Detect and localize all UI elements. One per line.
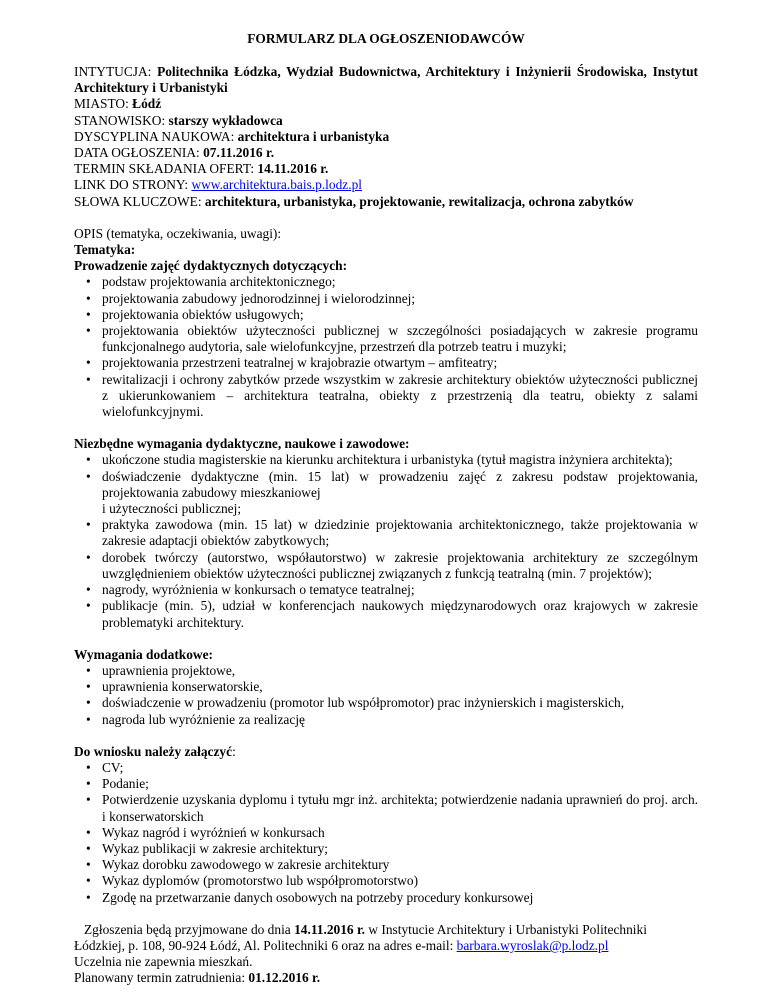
classes-list (74, 274, 698, 420)
footer-text: Zgłoszenia będą przyjmowane do dnia (84, 921, 295, 937)
list-item: • doświadczenie w prowadzeniu (promotor lub współpromotor) prac inżynierskich i magisterskich, (74, 695, 698, 711)
attachments-list (74, 760, 698, 906)
list-item: • uprawnienia konserwatorskie, (74, 679, 698, 695)
footer-line: Uczelnia nie zapewnia mieszkań. (74, 954, 253, 970)
list-item: • Wykaz publikacji w zakresie architektury; (74, 841, 698, 857)
list-item: • Zgodę na przetwarzanie danych osobowych na potrzeby procedury konkursowej (74, 890, 698, 906)
footer (74, 922, 698, 987)
footer-text: w Instytucie Architektury i Urbanistyki Politechniki (365, 921, 647, 937)
list-item: • nagroda lub wyróżnienie za realizację (74, 712, 698, 728)
list-item-line: • doświadczenie dydaktyczne (min. 15 lat) w prowadzeniu zajęć z zakresu podstaw projektowania, projektowania zabudowy mieszkaniowej (102, 468, 698, 500)
field-value: 07.11.2016 r. (203, 145, 275, 161)
field-link (74, 177, 698, 193)
footer-line (74, 970, 698, 986)
field-city (74, 96, 698, 112)
list-item: • ukończone studia magisterskie na kierunku architektura i urbanistyka (tytuł magistra inżyniera architekta); (74, 452, 698, 468)
attachments-heading-line (74, 744, 698, 760)
field-institution (74, 64, 698, 96)
attachments-heading: Do wniosku należy załączyć (74, 743, 233, 759)
field-value: Łódź (132, 96, 162, 112)
description-label: OPIS (tematyka, oczekiwania, uwagi): (74, 225, 282, 241)
list-item: • projektowania zabudowy jednorodzinnej i wielorodzinnej; (74, 291, 698, 307)
field-value: architektura, urbanistyka, projektowanie, rewitalizacja, ochrona zabytków (204, 193, 634, 209)
list-item: • CV; (74, 760, 698, 776)
field-label: MIASTO: (74, 96, 133, 112)
field-position (74, 113, 698, 129)
list-item: • publikacje (min. 5), udział w konferencjach naukowych międzynarodowych oraz krajowych w zakresie problematyki architektury. (74, 598, 698, 630)
list-item: • Wykaz dorobku zawodowego w zakresie architektury (74, 857, 698, 873)
form-title: FORMULARZ DLA OGŁOSZENIODAWCÓW (247, 31, 525, 46)
field-deadline (74, 161, 698, 177)
list-item: • uprawnienia projektowe, (74, 663, 698, 679)
list-item: • Podanie; (74, 776, 698, 792)
field-value: architektura i urbanistyka (237, 128, 390, 144)
field-value: Politechnika Łódzka, Wydział Budownictwa, Architektury i Inżynierii Środowiska, Instytut Architektury i Urbanistyki (74, 64, 698, 96)
list-item: • projektowania obiektów użyteczności publicznej w szczególności posiadających w zakresie programu funkcjonalnego audytoria, sale wielofunkcyjne, przestrzeń dla potrzeb teatru i muzyki; (74, 323, 698, 355)
list-item: • rewitalizacji i ochrony zabytków przede wszystkim w zakresie architektury obiektów użyteczności publicznej z ukierunkowaniem – architektura teatralna, obiekty z przestrzenią dla teatru, obiekty z salami wielofunkcyjnymi. (74, 372, 698, 421)
heading-colon: : (232, 743, 236, 759)
list-item-line: i użyteczności publicznej; (102, 501, 242, 517)
additional-list (74, 663, 698, 728)
field-date-posted (74, 145, 698, 161)
footer-line (74, 922, 698, 938)
requirements-list (74, 452, 698, 630)
list-item (74, 469, 698, 518)
footer-text: Łódzkiej, p. 108, 90-924 Łódź, Al. Politechniki 6 oraz na adres e-mail: (74, 937, 457, 953)
footer-text: Planowany termin zatrudnienia: (74, 970, 249, 986)
field-discipline (74, 129, 698, 145)
classes-heading: Prowadzenie zajęć dydaktycznych dotyczących: (74, 258, 348, 274)
additional-heading: Wymagania dodatkowe: (74, 646, 213, 662)
field-label: STANOWISKO: (74, 112, 169, 128)
footer-date: 14.11.2016 r. (294, 921, 366, 937)
footer-line (74, 938, 698, 954)
field-label: DATA OGŁOSZENIA: (74, 145, 204, 161)
list-item: • projektowania obiektów usługowych; (74, 307, 698, 323)
requirements-heading: Niezbędne wymagania dydaktyczne, naukowe i zawodowe: (74, 436, 410, 452)
list-item: • nagrody, wyróżnienia w konkursach o tematyce teatralnej; (74, 582, 698, 598)
email-link[interactable]: barbara.wyroslak@p.lodz.pl (456, 937, 609, 953)
website-link[interactable]: www.architektura.bais.p.lodz.pl (191, 177, 362, 193)
topic-heading: Tematyka: (74, 242, 136, 258)
list-item: • Potwierdzenie uzyskania dyplomu i tytułu mgr inż. architekta; potwierdzenie nadania uprawnień do proj. arch. i konserwatorskich (74, 792, 698, 824)
field-keywords (74, 194, 698, 210)
field-label: INTYTUCJA: (74, 64, 158, 79)
field-value: 14.11.2016 r. (257, 161, 329, 177)
list-item: • Wykaz dyplomów (promotorstwo lub współpromotorstwo) (74, 873, 698, 889)
list-item: • projektowania przestrzeni teatralnej w krajobrazie otwartym – amfiteatry; (74, 355, 698, 371)
list-item: • dorobek twórczy (autorstwo, współautorstwo) w zakresie projektowania architektury ze szczególnym uwzględnieniem obiektów użyteczności publicznej związanych z funkcją teatralną (min. 7 projektów); (74, 550, 698, 582)
field-value: starszy wykładowca (168, 112, 283, 128)
field-label: TERMIN SKŁADANIA OFERT: (74, 161, 258, 177)
footer-date: 01.12.2016 r. (248, 970, 321, 986)
field-label: LINK DO STRONY: (74, 177, 192, 193)
document-page (74, 0, 698, 987)
list-item: • Wykaz nagród i wyróżnień w konkursach (74, 825, 698, 841)
list-item: • podstaw projektowania architektonicznego; (74, 274, 698, 290)
list-item: • praktyka zawodowa (min. 15 lat) w dziedzinie projektowania architektonicznego, także projektowania w zakresie adaptacji obiektów zabytkowych; (74, 517, 698, 549)
field-label: SŁOWA KLUCZOWE: (74, 193, 205, 209)
field-label: DYSCYPLINA NAUKOWA: (74, 128, 238, 144)
